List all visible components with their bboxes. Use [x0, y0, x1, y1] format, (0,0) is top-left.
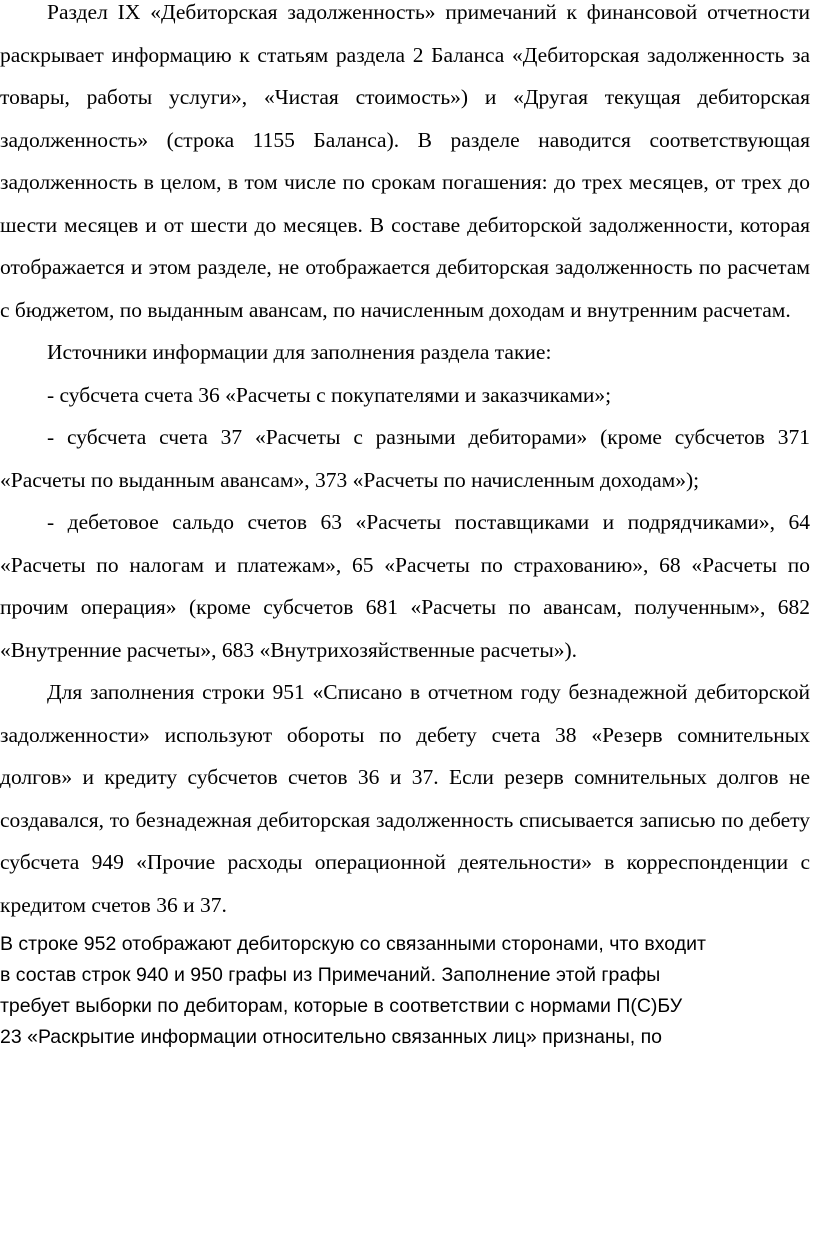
text-line: В строке 952 отображают дебиторскую со связанными сторонами, что входит — [0, 933, 706, 955]
paragraph-section-ix: Раздел IX «Дебиторская задолженность» примечаний к финансовой отчетности раскрывает информацию к статьям раздела 2 Баланса «Дебиторская задолженность за товары, работы услуги», «Чистая стоимость») и «Другая текущая дебиторская задолженность» (строка 1155 Баланса). В разделе наводится соответствующая задолженность в целом, в том числе по срокам погашения: до трех месяцев, от трех до шести месяцев и от шести до месяцев. В составе дебиторской задолженности, которая отображается и этом разделе, не отображается дебиторская задолженность по расчетам с бюджетом, по выданным авансам, по начисленным доходам и внутренним расчетам. — [0, 0, 810, 322]
paragraph-list-item-36: - субсчета счета 36 «Расчеты с покупателями и заказчиками»; — [47, 382, 612, 407]
paragraph-sources-intro: Источники информации для заполнения раздела такие: — [47, 340, 552, 364]
text-line: 23 «Раскрытие информации относительно связанных лиц» признаны, по — [0, 1026, 663, 1048]
paragraph-list-item-37: - субсчета счета 37 «Расчеты с разными дебиторами» (кроме субсчетов 371 «Расчеты по выданным авансам», 373 «Расчеты по начисленным доходам»); — [0, 425, 810, 492]
text-line: требует выборки по дебиторам, которые в соответствии с нормами П(С)БУ — [0, 995, 683, 1017]
paragraph-list-item-debit-balance: - дебетовое сальдо счетов 63 «Расчеты поставщиками и подрядчиками», 64 «Расчеты по налогам и платежам», 65 «Расчеты по страхованию», 68 «Расчеты по прочим операция» (кроме субсчетов 681 «Расчеты по авансам, полученным», 682 «Внутренние расчеты», 683 «Внутрихозяйственные расчеты»). — [0, 510, 810, 662]
paragraph-line-952 — [0, 929, 810, 1053]
text-line: в состав строк 940 и 950 графы из Примечаний. Заполнение этой графы — [0, 964, 661, 986]
paragraph-line-951: Для заполнения строки 951 «Списано в отчетном году безнадежной дебиторской задолженности» используют обороты по дебету счета 38 «Резерв сомнительных долгов» и кредиту субсчетов счетов 36 и 37. Если резерв сомнительных долгов не создавался, то безнадежная дебиторская задолженность списывается записью по дебету субсчета 949 «Прочие расходы операционной деятельности» в корреспонденции с кредитом счетов 36 и 37. — [0, 680, 810, 917]
